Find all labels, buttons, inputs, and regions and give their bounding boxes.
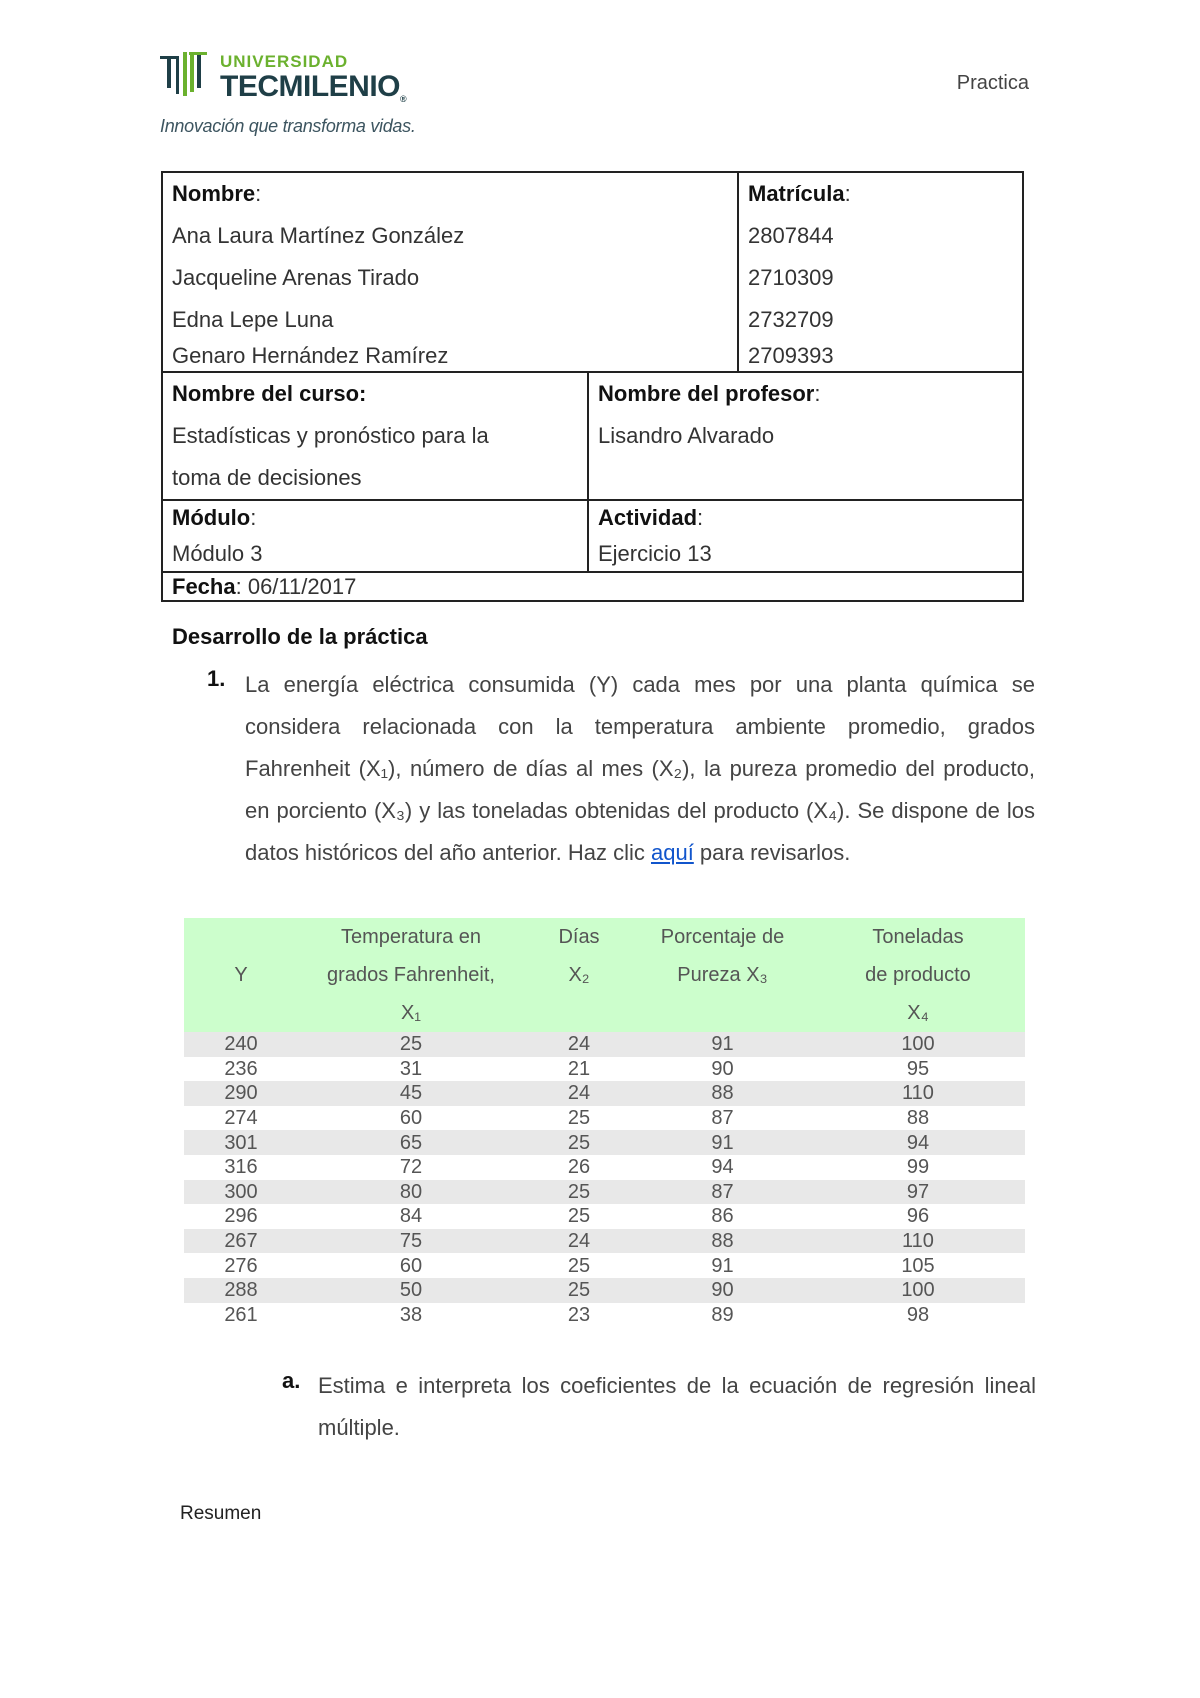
column-header bbox=[634, 994, 811, 1032]
students-names-cell: Nombre: Ana Laura Martínez González Jacqueline Arenas Tirado Edna Lepe Luna Genaro Hernández Ramírez bbox=[163, 173, 737, 371]
table-row bbox=[184, 1303, 1025, 1328]
table-cell: 90 bbox=[634, 1278, 811, 1303]
table-cell: 274 bbox=[224, 1107, 258, 1130]
fecha-label: Fecha bbox=[172, 574, 236, 599]
student-name: Ana Laura Martínez González bbox=[172, 223, 465, 248]
date-row bbox=[163, 573, 1022, 600]
table-row bbox=[184, 1130, 1025, 1155]
actividad-label: Actividad bbox=[598, 505, 698, 530]
table-cell: 24 bbox=[524, 1032, 634, 1057]
table-cell: 267 bbox=[184, 1229, 298, 1254]
column-header: de producto bbox=[811, 956, 1025, 994]
student-info-table bbox=[161, 171, 1024, 602]
column-header: X₁ bbox=[298, 994, 524, 1032]
table-cell: 25 bbox=[567, 1205, 591, 1228]
tecmilenio-logo-icon bbox=[160, 52, 212, 98]
table-cell: 86 bbox=[711, 1205, 734, 1228]
modulo-value: Módulo 3 bbox=[172, 541, 263, 566]
question-number: 1. bbox=[207, 666, 226, 691]
table-row bbox=[184, 1057, 1025, 1082]
table-cell: 89 bbox=[711, 1303, 734, 1326]
table-cell: 50 bbox=[298, 1278, 524, 1303]
column-header: Temperatura en bbox=[298, 918, 524, 956]
table-row bbox=[184, 1278, 1025, 1303]
table-cell: 288 bbox=[184, 1278, 298, 1303]
curso-label: Nombre del curso: bbox=[172, 381, 367, 406]
student-id: 2732709 bbox=[748, 307, 834, 332]
logo-tagline: Innovación que transforma vidas. bbox=[160, 116, 416, 136]
table-cell: 25 bbox=[524, 1130, 634, 1155]
student-name: Genaro Hernández Ramírez bbox=[172, 343, 449, 368]
table-cell: 236 bbox=[224, 1057, 258, 1080]
footer-label: Resumen bbox=[180, 1503, 262, 1524]
table-cell: 45 bbox=[298, 1081, 524, 1106]
table-cell: 25 bbox=[298, 1032, 524, 1057]
table-cell: 91 bbox=[711, 1254, 734, 1277]
table-cell: 98 bbox=[906, 1303, 930, 1326]
profesor-value: Lisandro Alvarado bbox=[598, 423, 775, 448]
table-header-row bbox=[184, 918, 1025, 956]
table-cell: 60 bbox=[399, 1254, 423, 1277]
table-cell: 110 bbox=[811, 1229, 1025, 1254]
table-cell: 88 bbox=[906, 1107, 930, 1130]
column-header: grados Fahrenheit, bbox=[298, 956, 524, 994]
table-cell: 24 bbox=[524, 1081, 634, 1106]
table-row bbox=[184, 1229, 1025, 1254]
question-text: La energía eléctrica consumida (Y) cada mes por una planta química se considera relacionada con la temperatura ambiente promedio, grados Fahrenheit (X₁), número de días al mes (X₂), la pureza promedio del producto, en porciento (X₃) y las toneladas obtenidas del producto (X₄). Se dispone de los datos históricos del año anterior. Haz clic aquí para revisarlos. bbox=[245, 672, 1035, 865]
column-header bbox=[524, 994, 634, 1032]
table-cell: 75 bbox=[298, 1229, 524, 1254]
course-row bbox=[163, 373, 1022, 501]
table-cell: 301 bbox=[184, 1130, 298, 1155]
table-row bbox=[184, 1155, 1025, 1180]
table-cell: 316 bbox=[224, 1156, 258, 1179]
table-row bbox=[184, 1180, 1025, 1205]
table-cell: 80 bbox=[298, 1180, 524, 1205]
table-cell: 100 bbox=[811, 1032, 1025, 1057]
table-cell: 105 bbox=[901, 1254, 935, 1277]
column-header bbox=[184, 994, 298, 1032]
matricula-label: Matrícula bbox=[748, 181, 845, 206]
column-header: X₂ bbox=[524, 956, 634, 994]
table-cell: 72 bbox=[399, 1156, 423, 1179]
table-cell: 38 bbox=[399, 1303, 423, 1326]
curso-value-line2: toma de decisiones bbox=[172, 465, 362, 490]
table-cell: 88 bbox=[634, 1229, 811, 1254]
table-cell: 25 bbox=[524, 1278, 634, 1303]
table-cell: 60 bbox=[399, 1107, 423, 1130]
table-cell: 100 bbox=[811, 1278, 1025, 1303]
profesor-label: Nombre del profesor bbox=[598, 381, 815, 406]
column-header bbox=[184, 918, 298, 956]
subquestion-letter: a. bbox=[282, 1368, 301, 1393]
students-ids-cell: Matrícula: 2807844 2710309 2732709 2709393 bbox=[737, 173, 1022, 371]
course-cell bbox=[163, 373, 587, 499]
student-name: Edna Lepe Luna bbox=[172, 307, 334, 332]
data-link[interactable]: aquí bbox=[650, 840, 694, 865]
logo-university-text: UNIVERSIDAD bbox=[220, 52, 349, 71]
table-row bbox=[184, 1253, 1025, 1278]
table-cell: 110 bbox=[811, 1081, 1025, 1106]
table-cell: 31 bbox=[399, 1057, 423, 1080]
table-header-row bbox=[184, 956, 1025, 994]
table-cell: 95 bbox=[906, 1057, 930, 1080]
table-cell: 290 bbox=[184, 1081, 298, 1106]
university-logo bbox=[160, 50, 440, 140]
table-cell: 25 bbox=[524, 1180, 634, 1205]
table-cell: 91 bbox=[634, 1130, 811, 1155]
table-cell: 90 bbox=[711, 1057, 734, 1080]
students-row bbox=[163, 173, 1022, 373]
student-id: 2709393 bbox=[748, 343, 834, 368]
table-cell: 23 bbox=[567, 1303, 591, 1326]
logo-name-text: TECMILENIO® bbox=[220, 70, 407, 104]
professor-cell: Nombre del profesor: Lisandro Alvarado bbox=[587, 373, 1022, 499]
student-name: Jacqueline Arenas Tirado bbox=[172, 265, 420, 290]
student-id: 2807844 bbox=[748, 223, 834, 248]
fecha-value: 06/11/2017 bbox=[247, 574, 357, 599]
student-id: 2710309 bbox=[748, 265, 834, 290]
actividad-value: Ejercicio 13 bbox=[598, 541, 712, 566]
table-cell: 84 bbox=[399, 1205, 423, 1228]
table-row bbox=[184, 1106, 1025, 1131]
nombre-label: Nombre bbox=[172, 181, 256, 206]
table-cell: 240 bbox=[184, 1032, 298, 1057]
module-row bbox=[163, 501, 1022, 573]
table-cell: 24 bbox=[524, 1229, 634, 1254]
data-table bbox=[184, 918, 1025, 1327]
table-body bbox=[184, 1032, 1025, 1327]
table-cell: 276 bbox=[224, 1254, 258, 1277]
curso-value-line1: Estadísticas y pronóstico para la bbox=[172, 423, 489, 448]
column-header: Toneladas bbox=[811, 918, 1025, 956]
column-header: Pureza X₃ bbox=[634, 956, 811, 994]
table-cell: 87 bbox=[634, 1180, 811, 1205]
column-header: Días bbox=[524, 918, 634, 956]
table-cell: 25 bbox=[567, 1107, 591, 1130]
table-header-row bbox=[184, 994, 1025, 1032]
table-cell: 261 bbox=[224, 1303, 258, 1326]
column-header: Porcentaje de bbox=[634, 918, 811, 956]
table-cell: 94 bbox=[811, 1130, 1025, 1155]
table-cell: 91 bbox=[634, 1032, 811, 1057]
table-header bbox=[184, 918, 1025, 1032]
table-cell: 65 bbox=[298, 1130, 524, 1155]
table-cell: 96 bbox=[906, 1205, 930, 1228]
table-row bbox=[184, 1204, 1025, 1229]
table-row bbox=[184, 1032, 1025, 1057]
section-title: Desarrollo de la práctica bbox=[172, 624, 428, 649]
table-cell: 99 bbox=[906, 1156, 930, 1179]
table-cell: 97 bbox=[811, 1180, 1025, 1205]
header-label: Practica bbox=[956, 72, 1029, 94]
module-cell: Módulo: Módulo 3 bbox=[163, 501, 587, 571]
table-cell: 88 bbox=[634, 1081, 811, 1106]
table-cell: 26 bbox=[567, 1156, 591, 1179]
activity-cell: Actividad: Ejercicio 13 bbox=[587, 501, 1022, 571]
subquestion-text: Estima e interpreta los coeficientes de la ecuación de regresión lineal múltiple. bbox=[318, 1373, 1036, 1440]
table-cell: 87 bbox=[711, 1107, 734, 1130]
modulo-label: Módulo bbox=[172, 505, 251, 530]
table-cell: 296 bbox=[224, 1205, 258, 1228]
table-cell: 25 bbox=[567, 1254, 591, 1277]
column-header: X₄ bbox=[811, 994, 1025, 1032]
table-cell: 94 bbox=[711, 1156, 734, 1179]
column-header: Y bbox=[184, 956, 298, 994]
table-row bbox=[184, 1081, 1025, 1106]
date-cell: Fecha: 06/11/2017 bbox=[172, 574, 357, 599]
table-cell: 21 bbox=[567, 1057, 591, 1080]
table-cell: 300 bbox=[184, 1180, 298, 1205]
